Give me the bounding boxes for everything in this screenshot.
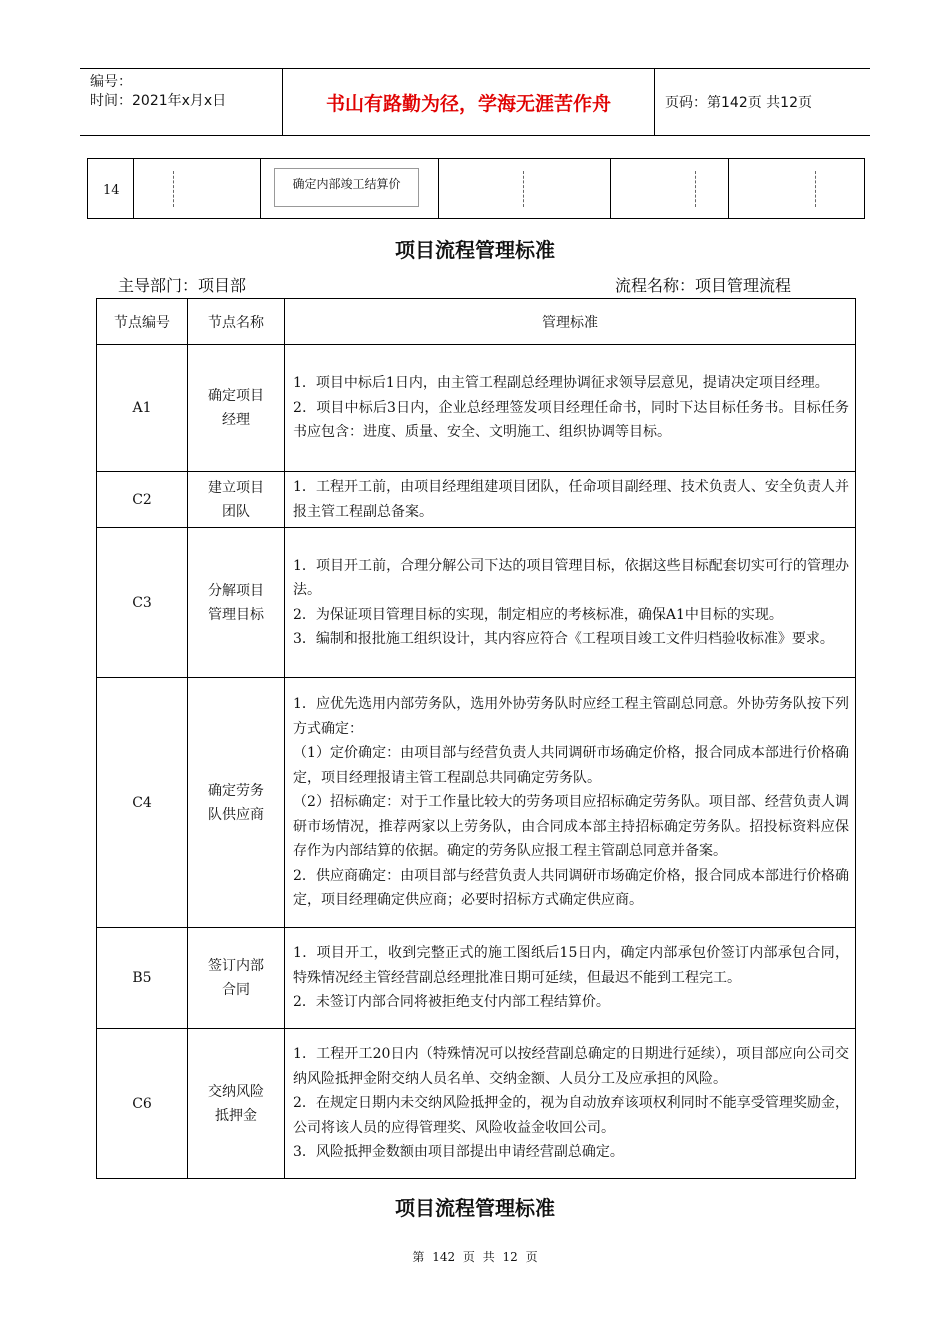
node-name: 签订内部合同 xyxy=(188,928,285,1029)
column-header-standard: 管理标准 xyxy=(285,299,856,345)
node-name: 分解项目管理目标 xyxy=(188,528,285,678)
flow-step-box: 确定内部竣工结算价 xyxy=(274,168,419,207)
table-row xyxy=(97,345,856,472)
standard-line: 1．项目开工前，合理分解公司下达的项目管理目标，依据这些目标配套切实可行的管理办法。 xyxy=(293,557,849,598)
page-footer: 第 142 页 共 12 页 xyxy=(412,1250,538,1264)
node-standard xyxy=(285,928,856,1029)
node-standard xyxy=(285,472,856,528)
node-code: C3 xyxy=(97,528,188,678)
node-standard xyxy=(285,528,856,678)
header-meta xyxy=(80,69,283,135)
standard-line: （2）招标确定：对于工作量比较大的劳务项目应招标确定劳务队。项目部、经营负责人调研市场情况，推荐两家以上劳务队，由合同成本部主持招标确定劳务队。招投标资料应保存作为内部结算的依据。确定的劳务队应报工程主管副总同意并备案。 xyxy=(293,794,849,860)
table-row xyxy=(97,928,856,1029)
node-name: 交纳风险抵押金 xyxy=(188,1029,285,1179)
standard-line: 3．风险抵押金数额由项目部提出申请经营副总确定。 xyxy=(293,1144,624,1161)
table-row xyxy=(97,472,856,528)
section-title-bottom: 项目流程管理标准 xyxy=(395,1196,555,1220)
standard-line: 2．供应商确定：由项目部与经营负责人共同调研市场确定价格，报合同成本部进行价格确定，项目经理确定供应商；必要时招标方式确定供应商。 xyxy=(293,867,849,909)
node-standard xyxy=(285,1029,856,1179)
page-header xyxy=(80,68,870,136)
flow-column-divider xyxy=(438,159,439,218)
node-name: 确定项目经理 xyxy=(188,345,285,472)
node-name: 确定劳务队供应商 xyxy=(188,678,285,928)
table-header-row xyxy=(97,299,856,345)
lead-department: 主导部门：项目部 xyxy=(118,276,247,295)
flow-lane-line xyxy=(815,171,816,207)
standard-line: 1．应优先选用内部劳务队，选用外协劳务队时应经工程主管副总同意。外协劳务队按下列方式确定： xyxy=(293,696,849,737)
flow-lane-line xyxy=(695,171,696,207)
doc-time: 时间：2021年x月x日 xyxy=(90,93,227,109)
node-code: B5 xyxy=(97,928,188,1029)
header-motto: 书山有路勤为径，学海无涯苦作舟 xyxy=(283,69,655,135)
standard-line: 1．项目中标后1日内，由主管工程副总经理协调征求领导层意见，提请决定项目经理。 xyxy=(293,375,829,392)
header-page-info: 页码：第142页 共12页 xyxy=(665,95,812,111)
standard-line: 2．项目中标后3日内，企业总经理签发项目经理任命书，同时下达目标任务书。目标任务书应包含：进度、质量、安全、文明施工、组织协调等目标。 xyxy=(293,399,849,441)
column-header-name: 节点名称 xyxy=(188,299,285,345)
table-row xyxy=(97,1029,856,1179)
node-standard xyxy=(285,345,856,472)
flow-lane-line xyxy=(523,171,524,207)
node-code: C2 xyxy=(97,472,188,528)
table-row xyxy=(97,678,856,928)
flow-row xyxy=(87,158,865,219)
node-standard xyxy=(285,678,856,928)
flow-column-divider xyxy=(133,159,134,218)
column-header-code: 节点编号 xyxy=(97,299,188,345)
standard-line: 1．项目开工，收到完整正式的施工图纸后15日内，确定内部承包价签订内部承包合同，特殊情况经主管经营副总经理批准日期可延续，但最迟不能到工程完工。 xyxy=(293,945,849,986)
flow-row-number: 14 xyxy=(103,183,120,198)
flow-column-divider xyxy=(728,159,729,218)
standards-table xyxy=(96,298,856,1179)
standard-line: 2．未签订内部合同将被拒绝支付内部工程结算价。 xyxy=(293,994,610,1011)
process-name: 流程名称：项目管理流程 xyxy=(615,276,792,295)
table-row xyxy=(97,528,856,678)
doc-code: 编号： xyxy=(90,74,132,90)
flow-column-divider xyxy=(610,159,611,218)
node-code: C6 xyxy=(97,1029,188,1179)
node-code: A1 xyxy=(97,345,188,472)
node-name: 建立项目团队 xyxy=(188,472,285,528)
node-code: C4 xyxy=(97,678,188,928)
standard-line: 2．在规定日期内未交纳风险抵押金的，视为自动放弃该项权利同时不能享受管理奖励金，公司将该人员的应得管理奖、风险收益金收回公司。 xyxy=(293,1095,849,1136)
standard-line: 1．工程开工20日内（特殊情况可以按经营副总确定的日期进行延续），项目部应向公司交纳风险抵押金附交纳人员名单、交纳金额、人员分工及应承担的风险。 xyxy=(293,1046,849,1087)
standard-line: 2．为保证项目管理目标的实现，制定相应的考核标准，确保A1中目标的实现。 xyxy=(293,606,783,623)
flow-column-divider xyxy=(260,159,261,218)
standard-line: 3．编制和报批施工组织设计，其内容应符合《工程项目竣工文件归档验收标准》要求。 xyxy=(293,631,834,647)
page-title: 项目流程管理标准 xyxy=(395,238,555,262)
flow-lane-line xyxy=(173,171,174,207)
standard-line: （1）定价确定：由项目部与经营负责人共同调研市场确定价格，报合同成本部进行价格确定，项目经理报请主管工程副总共同确定劳务队。 xyxy=(293,745,849,786)
standard-line: 1．工程开工前，由项目经理组建项目团队，任命项目副经理、技术负责人、安全负责人并报主管工程副总备案。 xyxy=(293,479,849,520)
